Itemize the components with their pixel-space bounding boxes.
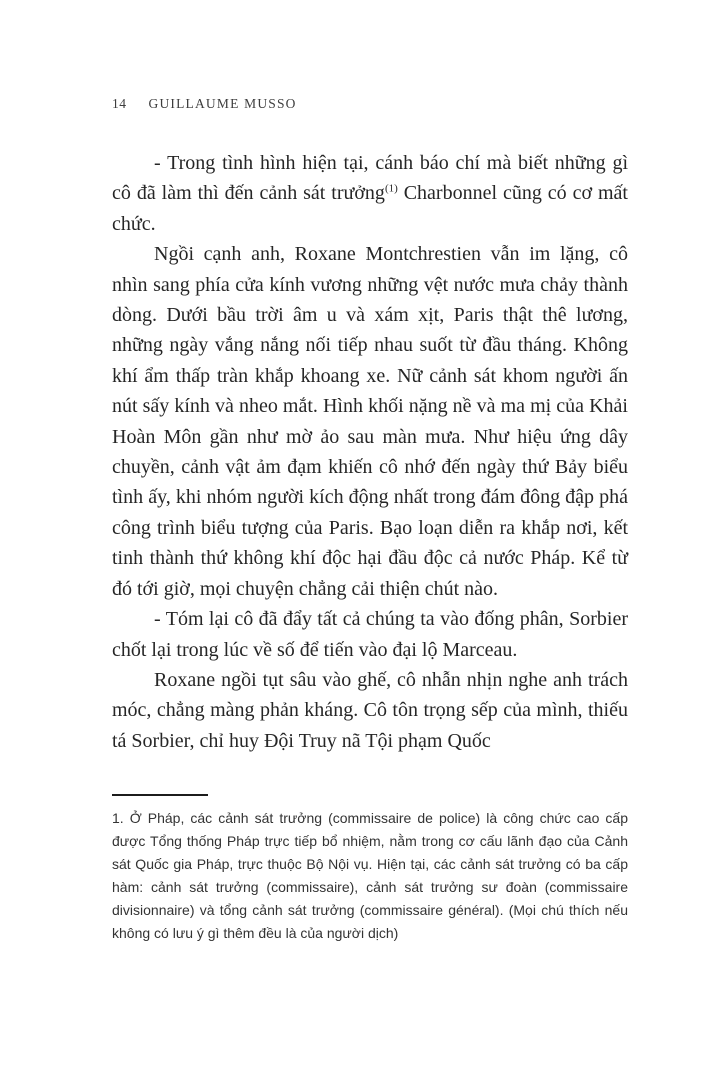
page-content: [112, 96, 628, 945]
body-text: [112, 148, 628, 756]
page-number: 14: [112, 96, 127, 111]
paragraph-text: Charbonnel cũng có cơ mất chức.: [112, 182, 628, 235]
paragraph-dialogue-2: - Tóm lại cô đã đẩy tất cả chúng ta vào đống phân, Sorbier chốt lại trong lúc về số để tiến vào đại lộ Marceau.: [112, 608, 628, 661]
running-header-title: GUILLAUME MUSSO: [148, 96, 297, 111]
footnote: 1. Ở Pháp, các cảnh sát trưởng (commissaire de police) là công chức cao cấp được Tổng thống Pháp trực tiếp bổ nhiệm, nằm trong cơ cấu lãnh đạo của Cảnh sát Quốc gia Pháp, trực thuộc Bộ Nội vụ. Hiện tại, các cảnh sát trưởng có ba cấp hàm: cảnh sát trưởng (commissaire), cảnh sát trưởng sư đoàn (commissaire divisionnaire) và tổng cảnh sát trưởng (commissaire général). (Mọi chú thích nếu không có lưu ý gì thêm đều là của người dịch): [112, 810, 628, 942]
paragraph-text: - Trong tình hình hiện tại, cánh báo chí mà biết những gì cô đã làm thì đến cảnh sát trưởng: [112, 152, 628, 205]
footnote-separator: [112, 794, 208, 796]
footnote-reference: (1): [384, 182, 398, 195]
paragraph-narration-1: Ngồi cạnh anh, Roxane Montchrestien vẫn im lặng, cô nhìn sang phía cửa kính vương những vệt nước mưa chảy thành dòng. Dưới bầu trời âm u và xám xịt, Paris thật thê lương, những ngày vắng nắng nối tiếp nhau suốt từ đầu tháng. Không khí ẩm thấp tràn khắp khoang xe. Nữ cảnh sát khom người ấn nút sấy kính và nheo mắt. Hình khối nặng nề và ma mị của Khải Hoàn Môn gần như mờ ảo sau màn mưa. Như hiệu ứng dây chuyền, cảnh vật ảm đạm khiến cô nhớ đến ngày thứ Bảy biểu tình ấy, khi nhóm người kích động nhất trong đám đông đập phá công trình biểu tượng của Paris. Bạo loạn diễn ra khắp nơi, kết tinh thành thứ không khí độc hại đầu độc cả nước Pháp. Kể từ đó tới giờ, mọi chuyện chẳng cải thiện chút nào.: [112, 243, 628, 600]
paragraph-dialogue-1: [112, 148, 628, 239]
paragraph-narration-2: Roxane ngồi tụt sâu vào ghế, cô nhẫn nhịn nghe anh trách móc, chẳng màng phản kháng. Cô tôn trọng sếp của mình, thiếu tá Sorbier, chỉ huy Đội Truy nã Tội phạm Quốc: [112, 668, 628, 752]
running-header: [112, 96, 628, 112]
